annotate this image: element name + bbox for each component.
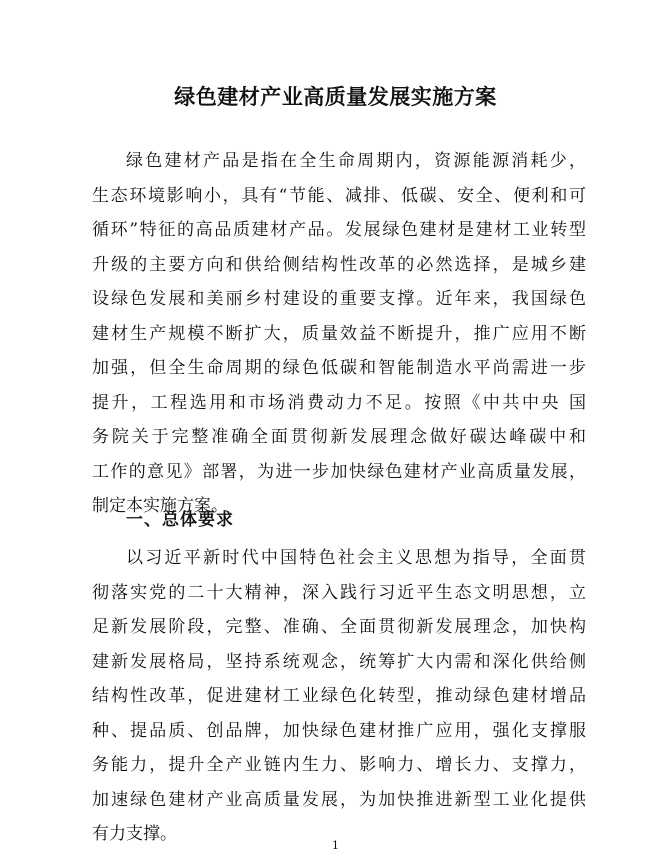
document-title: 绿色建材产业高质量发展实施方案 <box>174 84 497 109</box>
general-requirements-paragraph <box>92 541 586 852</box>
paragraph-line: 以习近平新时代中国特色社会主义思想为指导，全面贯 <box>126 548 586 568</box>
paragraph-line: 设绿色发展和美丽乡村建设的重要支撑。近年来，我国绿色 <box>92 289 586 309</box>
paragraph-line: 种、提品质、创品牌，加快绿色建材推广应用，强化支撑服 <box>92 720 586 741</box>
paragraph-line: 彻落实党的二十大精神，深入践行习近平生态文明思想，立 <box>92 582 586 603</box>
paragraph-line: 务院关于完整准确全面贯彻新发展理念做好碳达峰碳中和 <box>92 427 586 447</box>
paragraph-line: 建材生产规模不断扩大，质量效益不断提升，推广应用不断 <box>92 323 586 344</box>
paragraph-line: 工作的意见》部署，为进一步加快绿色建材产业高质量发展， <box>92 461 586 482</box>
paragraph-line: 务能力，提升全产业链内生力、影响力、增长力、支撑力， <box>92 755 586 775</box>
paragraph-line: 加强，但全生命周期的绿色低碳和智能制造水平尚需进一步 <box>92 358 586 378</box>
paragraph-line: 生态环境影响小，具有“节能、减排、低碳、安全、便利和可 <box>92 185 586 206</box>
paragraph-line: 足新发展阶段，完整、准确、全面贯彻新发展理念，加快构 <box>92 617 586 637</box>
paragraph-line: 有力支撑。 <box>92 824 177 844</box>
paragraph-line: 结构性改革，促进建材工业绿色化转型，推动绿色建材增品 <box>92 686 586 706</box>
page-number: 1 <box>332 839 339 852</box>
paragraph-line: 制定本实施方案。 <box>92 496 228 516</box>
paragraph-line: 提升，工程选用和市场消费动力不足。按照《中共中央 国 <box>92 392 586 413</box>
section-heading: 一、总体要求 <box>126 510 234 530</box>
paragraph-line: 加速绿色建材产业高质量发展，为加快推进新型工业化提供 <box>92 789 586 810</box>
paragraph-line: 升级的主要方向和供给侧结构性改革的必然选择，是城乡建 <box>92 254 586 275</box>
paragraph-line: 循环”特征的高品质建材产品。发展绿色建材是建材工业转型 <box>92 220 586 240</box>
paragraph-line: 绿色建材产品是指在全生命周期内，资源能源消耗少， <box>126 151 586 171</box>
paragraph-line: 建新发展格局，坚持系统观念，统筹扩大内需和深化供给侧 <box>92 651 586 672</box>
intro-paragraph <box>92 144 586 524</box>
